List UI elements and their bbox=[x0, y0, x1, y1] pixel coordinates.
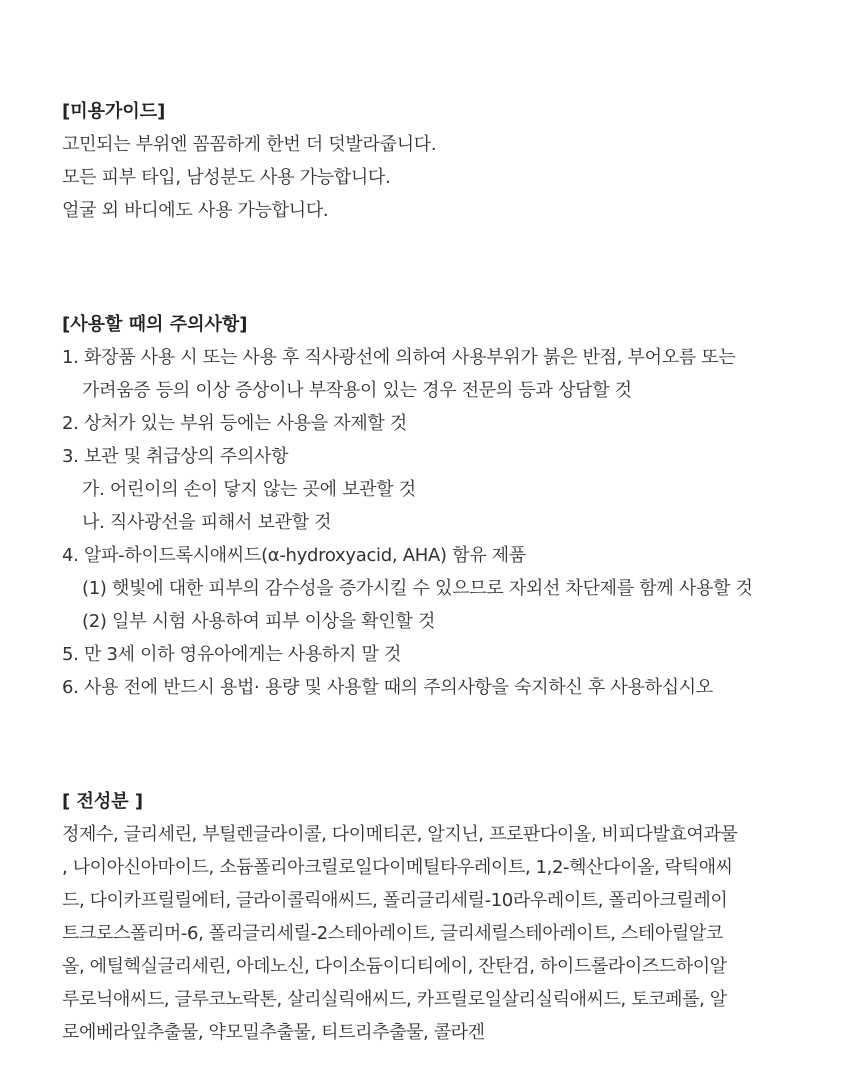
beauty-guide-title: [미용가이드] bbox=[62, 101, 166, 122]
ingredients-line: 드, 다이카프릴릴에터, 글라이콜릭애씨드, 폴리글리세릴-10라우레이트, 폴리아크릴레이 bbox=[62, 890, 728, 911]
caution-subline: (2) 일부 시험 사용하여 피부 이상을 확인할 것 bbox=[82, 611, 436, 632]
caution-title: [사용할 때의 주의사항] bbox=[62, 314, 248, 335]
ingredients-line: 트크로스폴리머-6, 폴리글리세릴-2스테아레이트, 글리세릴스테아레이트, 스테아릴알코 bbox=[62, 923, 723, 944]
section-spacer bbox=[62, 227, 822, 308]
ingredients-line: 루로닉애씨드, 글루코노락톤, 살리실릭애씨드, 카프릴로일살리실릭애씨드, 토코페롤, 알 bbox=[62, 989, 727, 1010]
caution-line: 2. 상처가 있는 부위 등에는 사용을 자제할 것 bbox=[62, 413, 408, 434]
guide-line: 얼굴 외 바디에도 사용 가능합니다. bbox=[62, 200, 329, 221]
caution-line: 4. 알파-하이드록시애씨드(α-hydroxyacid, AHA) 함유 제품 bbox=[62, 545, 526, 566]
ingredients-line: 정제수, 글리세린, 부틸렌글라이콜, 다이메티콘, 알지닌, 프로판다이올, 비피다발효여과물 bbox=[62, 824, 738, 845]
caution-section bbox=[62, 308, 822, 704]
document-body bbox=[62, 95, 822, 1049]
caution-line: 1. 화장품 사용 시 또는 사용 후 직사광선에 의하여 사용부위가 붉은 반점, 부어오름 또는 bbox=[62, 347, 736, 368]
section-spacer bbox=[62, 704, 822, 785]
guide-line: 고민되는 부위엔 꼼꼼하게 한번 더 덧발라줍니다. bbox=[62, 134, 437, 155]
caution-subline: (1) 햇빛에 대한 피부의 감수성을 증가시킬 수 있으므로 자외선 차단제를 함께 사용할 것 bbox=[82, 578, 753, 599]
caution-subline: 나. 직사광선을 피해서 보관할 것 bbox=[82, 512, 332, 533]
caution-line: 6. 사용 전에 반드시 용법· 용량 및 사용할 때의 주의사항을 숙지하신 후 사용하십시오 bbox=[62, 677, 713, 698]
ingredients-title: [ 전성분 ] bbox=[62, 791, 144, 812]
caution-subline: 가. 어린이의 손이 닿지 않는 곳에 보관할 것 bbox=[82, 479, 416, 500]
guide-line: 모든 피부 타입, 남성분도 사용 가능합니다. bbox=[62, 167, 391, 188]
caution-line: 가려움증 등의 이상 증상이나 부작용이 있는 경우 전문의 등과 상담할 것 bbox=[82, 380, 632, 401]
ingredients-line: 로에베라잎추출물, 약모밀추출물, 티트리추출물, 콜라겐 bbox=[62, 1022, 485, 1043]
caution-line: 3. 보관 및 취급상의 주의사항 bbox=[62, 446, 289, 467]
ingredients-section bbox=[62, 785, 822, 1049]
ingredients-line: 올, 에틸헥실글리세린, 아데노신, 다이소듐이디티에이, 잔탄검, 하이드롤라이즈드하이알 bbox=[62, 956, 727, 977]
beauty-guide-section bbox=[62, 95, 822, 227]
caution-line: 5. 만 3세 이하 영유아에게는 사용하지 말 것 bbox=[62, 644, 402, 665]
ingredients-line: , 나이아신아마이드, 소듐폴리아크릴로일다이메틸타우레이트, 1,2-헥산다이올, 락틱애씨 bbox=[62, 857, 733, 878]
